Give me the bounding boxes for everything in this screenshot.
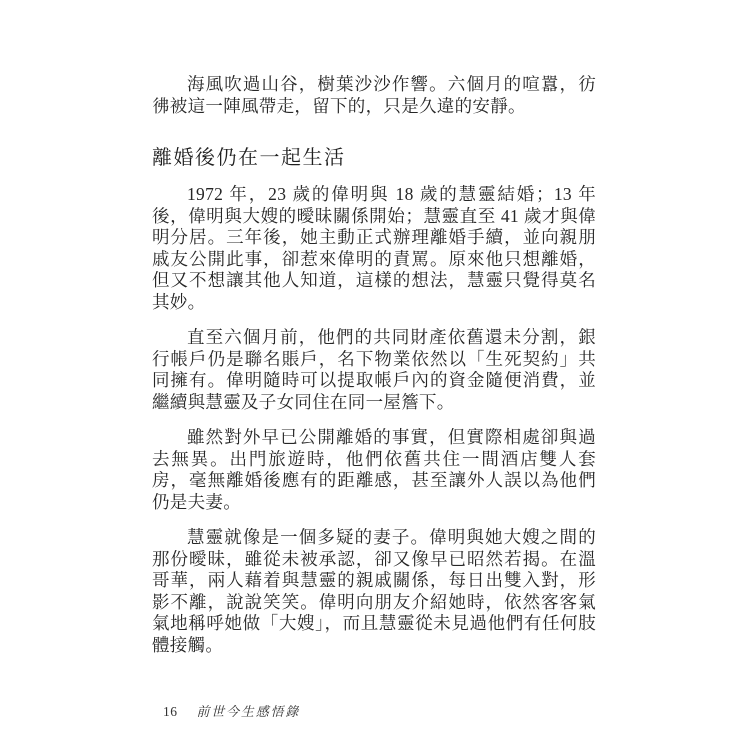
- body-paragraph-4: 慧靈就像是一個多疑的妻子。偉明與她大嫂之間的那份曖昧，雖從未被承認，卻又像早已昭然若揭。在溫哥華，兩人藉着與慧靈的親戚關係，每日出雙入對，形影不離，說說笑笑。偉明向朋友介紹她時，依然客客氣氣地稱呼她做「大嫂」，而且慧靈從未見過他們有任何肢體接觸。: [152, 527, 596, 655]
- intro-paragraph: 海風吹過山谷，樹葉沙沙作響。六個月的喧囂，彷彿被這一陣風帶走，留下的，只是久違的安靜。: [152, 74, 596, 116]
- body-paragraph-3: 雖然對外早已公開離婚的事實，但實際相處卻與過去無異。出門旅遊時，他們依舊共住一間酒店雙人套房，毫無離婚後應有的距離感，甚至讓外人誤以為他們仍是夫妻。: [152, 427, 596, 512]
- section-heading: 離婚後仍在一起生活: [152, 147, 346, 169]
- page-footer: [163, 701, 300, 720]
- running-title: 前世今生感悟錄: [196, 704, 301, 719]
- page-number: 16: [163, 704, 178, 719]
- text-block: [152, 74, 596, 670]
- body-paragraph-1: 1972 年，23 歲的偉明與 18 歲的慧靈結婚；13 年後，偉明與大嫂的曖昧關係開始；慧靈直至 41 歲才與偉明分居。三年後，她主動正式辦理離婚手續，並向親朋戚友公開此事，卻惹來偉明的責罵。原來他只想離婚，但又不想讓其他人知道，這樣的想法，慧靈只覺得莫名其妙。: [152, 184, 596, 312]
- body-paragraph-2: 直至六個月前，他們的共同財產依舊還未分割，銀行帳戶仍是聯名賬戶，名下物業依然以「生死契約」共同擁有。偉明隨時可以提取帳戶內的資金隨便消費，並繼續與慧靈及子女同住在同一屋簷下。: [152, 327, 596, 412]
